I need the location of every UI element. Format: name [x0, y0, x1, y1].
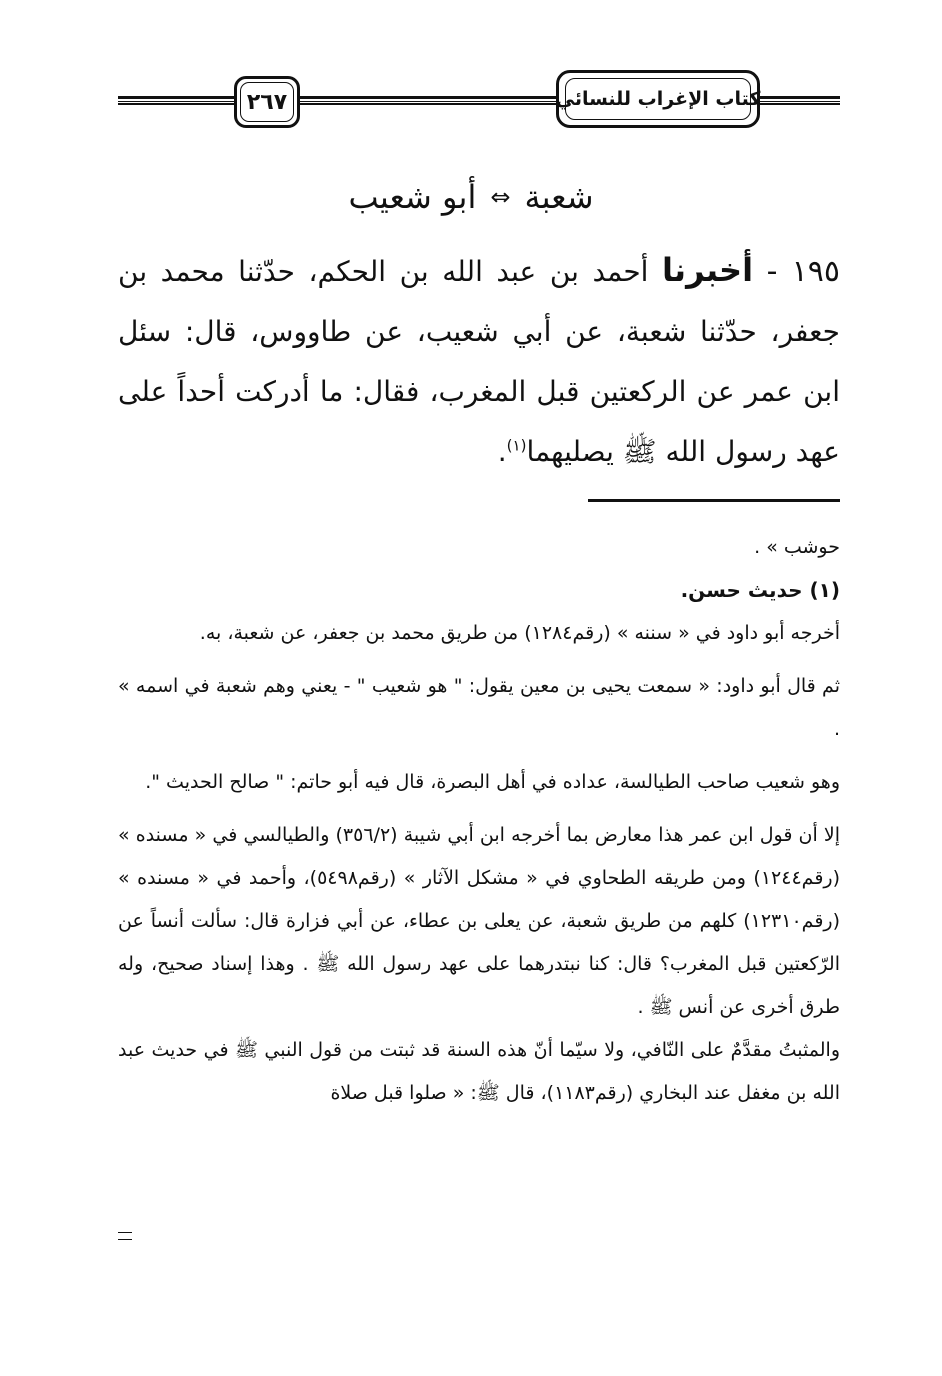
- hadith-number: ١٩٥ -: [766, 254, 840, 289]
- continuation-mark: [118, 1232, 132, 1240]
- footnote-paragraph: ثم قال أبو داود: « سمعت يحيى بن معين يقول: " هو شعيب " - يعني وهم شعبة في اسمه » .: [118, 675, 840, 740]
- hadith-text: [118, 240, 840, 482]
- footnote-reference: (١): [506, 436, 527, 455]
- footnote-paragraph: إلا أن قول ابن عمر هذا معارض بما أخرجه ابن أبي شيبة (٣٥٦/٢) والطيالسي في « مسنده » (رقم١٢٤٤) ومن طريقه الطحاوي في « مشكل الآثار » (رقم٥٤٩٨)، وأحمد في « مسنده » (رقم١٢٣١٠) كلهم من طريق شعبة، عن يعلى بن عطاء، عن أبي فزارة قال: سألت أنساً عن الرّكعتين قبل المغرب؟ قال: كنا نبتدرهما على عهد رسول الله ﷺ . وهذا إسناد صحيح، وله طرق أخرى عن أنس ﷺ .: [118, 824, 840, 1018]
- section-heading: [300, 172, 642, 222]
- hadith-opening: أخبرنا: [662, 251, 754, 289]
- hadith-body: أحمد بن عبد الله بن الحكم، حدّثنا محمد بن جعفر، حدّثنا شعبة، عن أبي شعيب، عن طاووس، قال: سئل ابن عمر عن الركعتين قبل المغرب، فقال: ما أدركت أحداً على عهد رسول الله ﷺ يصليهما: [118, 255, 840, 468]
- footnote-heading: (١) حديث حسن.: [680, 578, 840, 602]
- page-number-frame: [234, 76, 300, 128]
- book-title: كتاب الإغراب للنسائي: [565, 78, 751, 120]
- footnote-separator: [588, 499, 840, 502]
- book-title-frame: [556, 70, 760, 128]
- footnote-paragraph: والمثبتُ مقدَّمٌ على النّافي، ولا سيّما أنّ هذه السنة قد ثبتت من قول النبي ﷺ في حديث عبد الله بن مغفل عند البخاري (رقم١١٨٣)، قال ﷺ: « صلوا قبل صلاة: [118, 1039, 840, 1104]
- footnotes: [118, 526, 840, 1115]
- footnote-paragraph: أخرجه أبو داود في « سننه » (رقم١٢٨٤) من طريق محمد بن جعفر، عن شعبة، به.: [199, 622, 840, 644]
- footnote-paragraph: وهو شعيب صاحب الطيالسة، عداده في أهل البصرة، قال فيه أبو حاتم: " صالح الحديث ".: [145, 771, 840, 793]
- page-number: ٢٦٧: [240, 82, 294, 122]
- hadith-end: .: [497, 435, 507, 468]
- page-header: [118, 68, 840, 138]
- double-arrow-icon: ⇔: [490, 183, 511, 211]
- heading-name-right: شعبة: [524, 178, 594, 216]
- heading-name-left: أبو شعيب: [348, 178, 477, 216]
- footnote-continuation: حوشب » .: [754, 536, 840, 558]
